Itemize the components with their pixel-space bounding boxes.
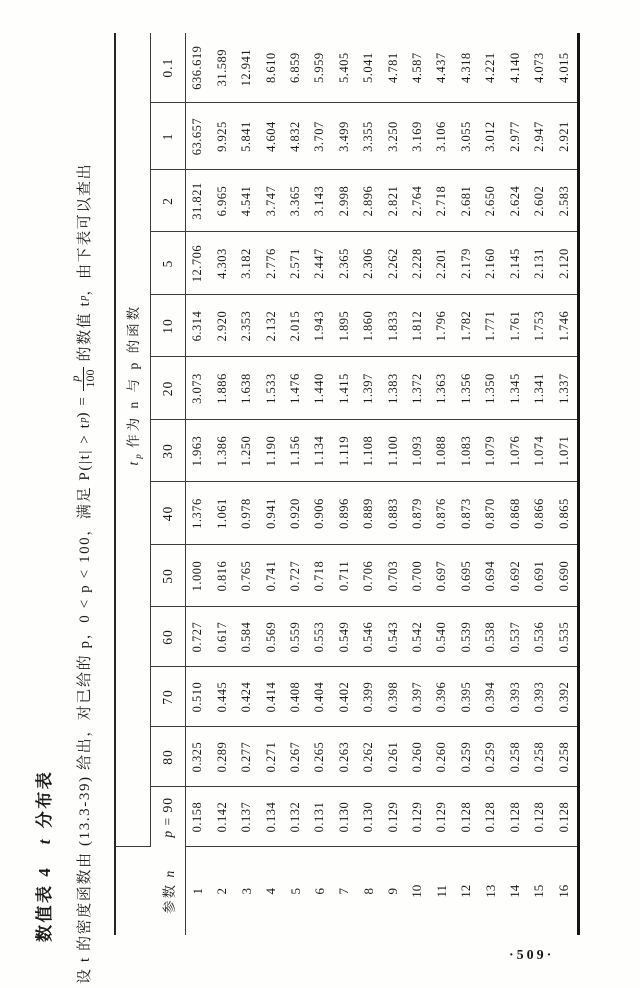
value-cell: 1.156: [283, 420, 307, 482]
column-header-p90: p = 90: [150, 787, 185, 847]
value-cell: 0.691: [527, 545, 551, 607]
header-row-p-values: [150, 33, 185, 935]
row-label-n: 2: [214, 888, 230, 895]
value-cell: 0.289: [210, 727, 234, 787]
value-cell: 0.920: [283, 482, 307, 545]
value-cell: 0.134: [259, 787, 283, 847]
value-cell: 2.228: [405, 232, 429, 295]
value-cell: 0.765: [235, 545, 259, 607]
column-header: 1: [150, 103, 185, 170]
value-cell: 0.271: [259, 727, 283, 787]
value-cell: 2.650: [478, 170, 502, 232]
value-cell: 0.259: [454, 727, 478, 787]
value-cell: 4.437: [430, 33, 454, 103]
value-cell: 0.137: [235, 787, 259, 847]
row-label-n: 11: [433, 884, 449, 898]
value-cell: 5.959: [308, 33, 332, 103]
value-cell: 3.012: [478, 103, 502, 170]
value-cell: 0.711: [332, 545, 356, 607]
value-cell: 1.356: [454, 357, 478, 420]
value-cell: 3.747: [259, 170, 283, 232]
value-cell: 9.925: [210, 103, 234, 170]
value-cell: 6.965: [210, 170, 234, 232]
value-cell: 0.399: [357, 667, 381, 727]
value-cell: 0.559: [283, 607, 307, 667]
value-cell: 0.697: [430, 545, 454, 607]
value-cell: 0.128: [527, 787, 551, 847]
t-table-body: [185, 33, 579, 935]
value-cell: 1.083: [454, 420, 478, 482]
value-cell: 2.262: [381, 232, 405, 295]
value-cell: 0.258: [527, 727, 551, 787]
column-header: 0.1: [150, 33, 185, 103]
value-cell: 3.055: [454, 103, 478, 170]
value-cell: 0.584: [235, 607, 259, 667]
value-cell: 0.128: [503, 787, 527, 847]
value-cell: 1.533: [259, 357, 283, 420]
value-cell: 1.771: [478, 295, 502, 357]
value-cell: 3.499: [332, 103, 356, 170]
value-cell: 1.943: [308, 295, 332, 357]
value-cell: 1.076: [503, 420, 527, 482]
value-cell: 1.061: [210, 482, 234, 545]
value-cell: 0.132: [283, 787, 307, 847]
intro-text-2: ) =: [74, 395, 91, 418]
value-cell: 0.870: [478, 482, 502, 545]
value-cell: 0.692: [503, 545, 527, 607]
value-cell: 2.947: [527, 103, 551, 170]
value-cell: 1.761: [503, 295, 527, 357]
value-cell: 4.221: [478, 33, 502, 103]
value-cell: 0.549: [332, 607, 356, 667]
value-cell: 0.129: [405, 787, 429, 847]
value-cell: 1.860: [357, 295, 381, 357]
value-cell: 1.833: [381, 295, 405, 357]
value-cell: 0.393: [527, 667, 551, 727]
value-cell: 0.262: [357, 727, 381, 787]
value-cell: 1.782: [454, 295, 478, 357]
value-cell: 1.397: [357, 357, 381, 420]
row-label-n: 16: [556, 884, 572, 898]
table-row: [381, 33, 405, 935]
row-label-n: 8: [360, 888, 376, 895]
table-row: [332, 33, 356, 935]
t-distribution-table: [114, 33, 580, 935]
value-cell: 1.079: [478, 420, 502, 482]
value-cell: 3.073: [185, 357, 210, 420]
value-cell: 1.796: [430, 295, 454, 357]
value-cell: 2.353: [235, 295, 259, 357]
value-cell: 0.142: [210, 787, 234, 847]
value-cell: 0.510: [185, 667, 210, 727]
column-header: 80: [150, 727, 185, 787]
row-label-n: 7: [336, 888, 352, 895]
value-cell: 0.129: [430, 787, 454, 847]
page-title: [30, 770, 55, 942]
column-header: 20: [150, 357, 185, 420]
intro-subscript-2: p: [77, 295, 89, 301]
value-cell: 4.015: [552, 33, 579, 103]
table-row: [283, 33, 307, 935]
column-header: 70: [150, 667, 185, 727]
value-cell: 1.386: [210, 420, 234, 482]
value-cell: 0.539: [454, 607, 478, 667]
value-cell: 1.088: [430, 420, 454, 482]
value-cell: 3.169: [405, 103, 429, 170]
value-cell: 31.821: [185, 170, 210, 232]
table-row: [185, 33, 210, 935]
value-cell: 1.812: [405, 295, 429, 357]
value-cell: 0.260: [405, 727, 429, 787]
value-cell: 2.365: [332, 232, 356, 295]
value-cell: 6.859: [283, 33, 307, 103]
row-label-n: 4: [263, 888, 279, 895]
value-cell: 3.143: [308, 170, 332, 232]
value-cell: 0.393: [503, 667, 527, 727]
value-cell: 0.414: [259, 667, 283, 727]
value-cell: 2.160: [478, 232, 502, 295]
row-label-n: 15: [531, 884, 547, 898]
row-label-n: 14: [507, 884, 523, 898]
value-cell: 1.000: [185, 545, 210, 607]
value-cell: 1.337: [552, 357, 579, 420]
intro-text-3: 的数值 t: [76, 300, 93, 362]
value-cell: 2.998: [332, 170, 356, 232]
value-cell: 1.250: [235, 420, 259, 482]
intro-text-1: 设 t 的密度函数由 (13.3-39) 给出，对已给的 p，0 < p < 100，满足 P(|t| > t: [76, 422, 93, 984]
value-cell: 0.395: [454, 667, 478, 727]
value-cell: 0.265: [308, 727, 332, 787]
value-cell: 5.841: [235, 103, 259, 170]
value-cell: 0.553: [308, 607, 332, 667]
fraction-numerator: p: [68, 375, 83, 382]
value-cell: 5.405: [332, 33, 356, 103]
value-cell: 1.093: [405, 420, 429, 482]
value-cell: 0.130: [357, 787, 381, 847]
value-cell: 0.727: [185, 607, 210, 667]
column-header: 5: [150, 232, 185, 295]
value-cell: 0.128: [454, 787, 478, 847]
row-label-n: 3: [238, 888, 254, 895]
value-cell: 0.706: [357, 545, 381, 607]
value-cell: 0.404: [308, 667, 332, 727]
value-cell: 12.706: [185, 232, 210, 295]
value-cell: 2.447: [308, 232, 332, 295]
value-cell: 1.963: [185, 420, 210, 482]
value-cell: 0.402: [332, 667, 356, 727]
row-label-n: 10: [409, 884, 425, 898]
header-row-span: [115, 33, 150, 935]
fraction-p-over-100: [69, 367, 96, 391]
value-cell: 1.372: [405, 357, 429, 420]
row-label-n: 12: [458, 884, 474, 898]
value-cell: 1.415: [332, 357, 356, 420]
table-row: [454, 33, 478, 935]
row-label-n: 9: [385, 888, 401, 895]
table-row: [235, 33, 259, 935]
value-cell: 12.941: [235, 33, 259, 103]
value-cell: 2.583: [552, 170, 579, 232]
value-cell: 2.921: [552, 103, 579, 170]
value-cell: 2.131: [527, 232, 551, 295]
value-cell: 1.440: [308, 357, 332, 420]
value-cell: 0.876: [430, 482, 454, 545]
value-cell: 0.703: [381, 545, 405, 607]
value-cell: 1.345: [503, 357, 527, 420]
value-cell: 0.277: [235, 727, 259, 787]
value-cell: 0.695: [454, 545, 478, 607]
value-cell: 3.106: [430, 103, 454, 170]
value-cell: 0.131: [308, 787, 332, 847]
value-cell: 0.258: [503, 727, 527, 787]
value-cell: 1.341: [527, 357, 551, 420]
value-cell: 0.543: [381, 607, 405, 667]
title-variable-t: t: [35, 837, 54, 845]
value-cell: 3.365: [283, 170, 307, 232]
value-cell: 0.325: [185, 727, 210, 787]
value-cell: 0.727: [283, 545, 307, 607]
value-cell: 0.542: [405, 607, 429, 667]
row-label-n: 5: [287, 888, 303, 895]
value-cell: 2.145: [503, 232, 527, 295]
value-cell: 0.260: [430, 727, 454, 787]
value-cell: 1.190: [259, 420, 283, 482]
value-cell: 4.832: [283, 103, 307, 170]
value-cell: 1.476: [283, 357, 307, 420]
value-cell: 0.535: [552, 607, 579, 667]
value-cell: 1.363: [430, 357, 454, 420]
value-cell: 2.920: [210, 295, 234, 357]
value-cell: 2.821: [381, 170, 405, 232]
value-cell: 1.108: [357, 420, 381, 482]
value-cell: 0.906: [308, 482, 332, 545]
table-row: [259, 33, 283, 935]
value-cell: 2.179: [454, 232, 478, 295]
row-label-n: 6: [311, 888, 327, 895]
value-cell: 4.541: [235, 170, 259, 232]
column-header: 60: [150, 607, 185, 667]
value-cell: 0.130: [332, 787, 356, 847]
table-row: [552, 33, 579, 935]
value-cell: 0.868: [503, 482, 527, 545]
value-cell: 1.753: [527, 295, 551, 357]
intro-subscript-1: p: [77, 417, 89, 423]
value-cell: 4.140: [503, 33, 527, 103]
value-cell: 0.694: [478, 545, 502, 607]
value-cell: 0.128: [478, 787, 502, 847]
value-cell: 1.383: [381, 357, 405, 420]
value-cell: 0.546: [357, 607, 381, 667]
value-cell: 2.201: [430, 232, 454, 295]
column-header: 2: [150, 170, 185, 232]
value-cell: 0.397: [405, 667, 429, 727]
value-cell: 0.741: [259, 545, 283, 607]
value-cell: 1.350: [478, 357, 502, 420]
table-row: [357, 33, 381, 935]
table-row: [503, 33, 527, 935]
value-cell: 0.865: [552, 482, 579, 545]
table-row: [478, 33, 502, 935]
value-cell: 1.100: [381, 420, 405, 482]
value-cell: 6.314: [185, 295, 210, 357]
value-cell: 0.978: [235, 482, 259, 545]
table-row: [308, 33, 332, 935]
value-cell: 2.132: [259, 295, 283, 357]
value-cell: 2.602: [527, 170, 551, 232]
value-cell: 1.071: [552, 420, 579, 482]
value-cell: 0.569: [259, 607, 283, 667]
value-cell: 2.776: [259, 232, 283, 295]
value-cell: 0.398: [381, 667, 405, 727]
value-cell: 0.873: [454, 482, 478, 545]
value-cell: 0.394: [478, 667, 502, 727]
value-cell: 3.182: [235, 232, 259, 295]
value-cell: 4.604: [259, 103, 283, 170]
value-cell: 8.610: [259, 33, 283, 103]
corner-header-parameter-n: 参数 n: [115, 847, 185, 935]
intro-text-4: ，由下表可以查出: [76, 162, 93, 296]
value-cell: 1.376: [185, 482, 210, 545]
column-header: 30: [150, 420, 185, 482]
value-cell: 0.700: [405, 545, 429, 607]
value-cell: 0.128: [552, 787, 579, 847]
value-cell: 0.537: [503, 607, 527, 667]
value-cell: 0.617: [210, 607, 234, 667]
value-cell: 1.074: [527, 420, 551, 482]
table-row: [405, 33, 429, 935]
value-cell: 0.540: [430, 607, 454, 667]
table-row: [527, 33, 551, 935]
value-cell: 2.120: [552, 232, 579, 295]
value-cell: 0.396: [430, 667, 454, 727]
fraction-denominator: 100: [83, 367, 97, 391]
value-cell: 0.445: [210, 667, 234, 727]
value-cell: 0.408: [283, 667, 307, 727]
value-cell: 0.424: [235, 667, 259, 727]
value-cell: 63.657: [185, 103, 210, 170]
row-label-n: 13: [482, 884, 498, 898]
value-cell: 0.879: [405, 482, 429, 545]
value-cell: 0.883: [381, 482, 405, 545]
value-cell: 31.589: [210, 33, 234, 103]
value-cell: 4.587: [405, 33, 429, 103]
value-cell: 0.261: [381, 727, 405, 787]
value-cell: 2.681: [454, 170, 478, 232]
value-cell: 2.306: [357, 232, 381, 295]
value-cell: 0.536: [527, 607, 551, 667]
value-cell: 1.746: [552, 295, 579, 357]
value-cell: 0.259: [478, 727, 502, 787]
value-cell: 2.571: [283, 232, 307, 295]
value-cell: 0.158: [185, 787, 210, 847]
table-row: [210, 33, 234, 935]
value-cell: 0.690: [552, 545, 579, 607]
value-cell: 0.941: [259, 482, 283, 545]
value-cell: 3.707: [308, 103, 332, 170]
value-cell: 0.816: [210, 545, 234, 607]
value-cell: 0.889: [357, 482, 381, 545]
value-cell: 2.624: [503, 170, 527, 232]
value-cell: 4.303: [210, 232, 234, 295]
page-number: ·509·: [509, 948, 555, 963]
value-cell: 0.896: [332, 482, 356, 545]
column-header: 40: [150, 482, 185, 545]
value-cell: 3.250: [381, 103, 405, 170]
value-cell: 5.041: [357, 33, 381, 103]
value-cell: 1.638: [235, 357, 259, 420]
value-cell: 2.718: [430, 170, 454, 232]
value-cell: 4.781: [381, 33, 405, 103]
intro-paragraph: [64, 2, 102, 984]
value-cell: 2.015: [283, 295, 307, 357]
value-cell: 2.977: [503, 103, 527, 170]
value-cell: 1.134: [308, 420, 332, 482]
value-cell: 1.886: [210, 357, 234, 420]
title-label: 数值表 4: [35, 865, 54, 942]
value-cell: 4.073: [527, 33, 551, 103]
value-cell: 0.263: [332, 727, 356, 787]
value-cell: 4.318: [454, 33, 478, 103]
title-suffix: 分布表: [35, 769, 54, 829]
table-row: [430, 33, 454, 935]
value-cell: 0.267: [283, 727, 307, 787]
value-cell: 3.355: [357, 103, 381, 170]
value-cell: 0.866: [527, 482, 551, 545]
value-cell: 2.896: [357, 170, 381, 232]
value-cell: 2.764: [405, 170, 429, 232]
column-header: 10: [150, 295, 185, 357]
value-cell: 0.538: [478, 607, 502, 667]
value-cell: 1.895: [332, 295, 356, 357]
value-cell: 1.119: [332, 420, 356, 482]
value-cell: 0.258: [552, 727, 579, 787]
value-cell: 0.392: [552, 667, 579, 727]
column-header: 50: [150, 545, 185, 607]
value-cell: 636.619: [185, 33, 210, 103]
spanning-header: $t_p$ 作为 n 与 p 的函数: [115, 33, 150, 847]
row-label-n: 1: [189, 888, 205, 895]
value-cell: 0.129: [381, 787, 405, 847]
value-cell: 0.718: [308, 545, 332, 607]
